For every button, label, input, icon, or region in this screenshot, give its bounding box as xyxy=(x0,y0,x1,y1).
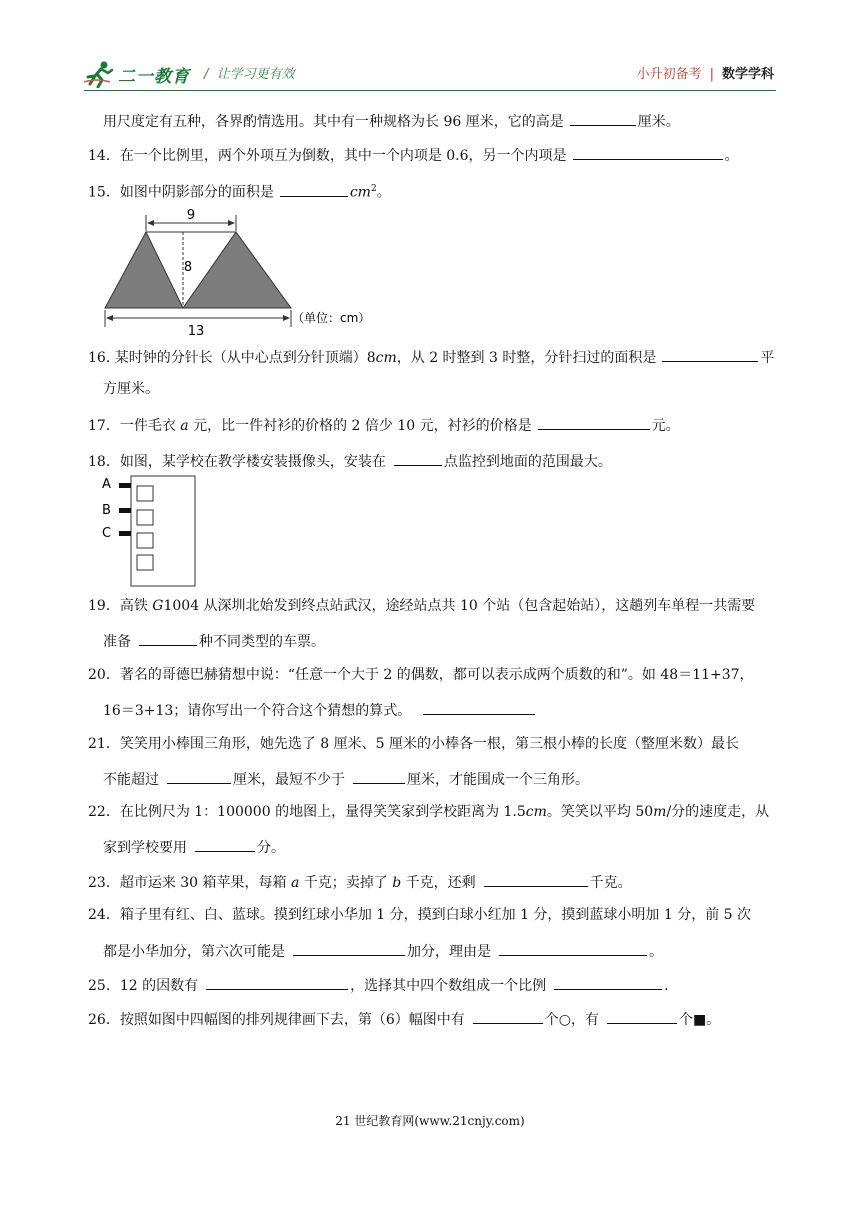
q15-unit: cm xyxy=(349,184,371,201)
question-16 xyxy=(88,347,774,367)
q16-text-b: ，从 2 时整到 3 时整，分针扫过的面积是 xyxy=(396,350,657,366)
q25-blank-factors[interactable] xyxy=(206,975,348,990)
slogan-text: 让学习更有效 xyxy=(216,67,295,82)
question-22 xyxy=(88,803,769,821)
q26-text-b: 个○，有 xyxy=(544,1012,599,1028)
q17-text-c: 元。 xyxy=(651,418,680,434)
q19-text-a: 19．高铁 xyxy=(88,598,148,614)
q19-g: G xyxy=(152,598,164,614)
q23-text-b: 千克；卖掉了 xyxy=(303,875,388,891)
q15-text: 15．如图中阴影部分的面积是 xyxy=(88,184,274,201)
q20-text-a: 20．著名的哥德巴赫猜想中说：“任意一个大于 2 的偶数，都可以表示成两个质数的和”。如 48＝11+37， xyxy=(88,667,754,683)
q19-text-c: 准备 xyxy=(103,634,131,650)
logo-text: 二一教育 xyxy=(118,66,190,87)
logo xyxy=(84,58,190,90)
bottom-arrow-right xyxy=(283,315,290,321)
header-right xyxy=(637,63,774,82)
q14-blank[interactable] xyxy=(573,145,723,160)
q26-blank-squares[interactable] xyxy=(607,1009,677,1024)
q23-text-c: 千克，还剩 xyxy=(405,875,476,891)
q15-end: 。 xyxy=(376,184,391,201)
header-rule xyxy=(84,90,776,91)
question-23 xyxy=(88,872,632,892)
question-24-cont xyxy=(103,941,663,961)
question-18 xyxy=(88,451,612,471)
right-shaded-triangle xyxy=(183,232,291,308)
runner-logo-icon xyxy=(84,60,114,88)
window-2 xyxy=(137,510,153,525)
label-a: A xyxy=(102,477,111,492)
q18-text-a: 18．如图，某学校在教学楼安装摄像头，安装在 xyxy=(88,454,386,470)
q16-blank[interactable] xyxy=(662,347,758,362)
figure-15 xyxy=(96,205,396,340)
question-22-cont xyxy=(103,837,285,857)
question-21 xyxy=(88,735,739,753)
q20-blank[interactable] xyxy=(423,700,535,715)
q22-m: m xyxy=(653,804,667,820)
camera-a-icon xyxy=(119,483,131,488)
q22-text-d: 家到学校要用 xyxy=(103,840,187,856)
top-arrow-right xyxy=(228,220,235,226)
q23-text-d: 千克。 xyxy=(589,875,632,891)
q15-sup: 2 xyxy=(370,184,377,194)
q17-text-b: 元，比一件衬衫的价格的 2 倍少 10 元，衬衫的价格是 xyxy=(193,418,532,434)
header-separator: | xyxy=(709,67,714,82)
q13-text: 用尺度定有五种，各界酌情选用。其中有一种规格为长 96 厘米，它的高是 xyxy=(103,114,564,130)
page-footer: 21 世纪教育网(www.21cnjy.com) xyxy=(335,1114,525,1128)
q18-text-b: 点监控到地面的范围最大。 xyxy=(443,454,612,470)
q16-text-d: 方厘米。 xyxy=(103,381,159,397)
window-4 xyxy=(137,555,153,570)
q14-text: 14．在一个比例里，两个外项互为倒数，其中一个内项是 0.6，另一个内项是 xyxy=(88,148,567,164)
q21-blank-max[interactable] xyxy=(167,769,231,784)
q25-blank-proportion[interactable] xyxy=(554,975,662,990)
q19-blank[interactable] xyxy=(139,631,197,646)
question-25 xyxy=(88,975,669,995)
question-19 xyxy=(88,597,755,615)
label-height-8: 8 xyxy=(183,260,193,275)
question-16-cont xyxy=(103,380,159,398)
q21-text-b: 不能超过 xyxy=(103,772,159,788)
q26-text-c: 个■。 xyxy=(678,1012,721,1028)
question-19-cont xyxy=(103,631,325,651)
q24-blank-who[interactable] xyxy=(293,941,405,956)
exam-label: 小升初备考 xyxy=(636,67,702,82)
q24-blank-reason[interactable] xyxy=(499,941,647,956)
q23-text-a: 23．超市运来 30 箱苹果，每箱 xyxy=(88,875,287,891)
unit-label: （单位：cm） xyxy=(292,311,371,325)
q26-text-a: 26．按照如图中四幅图的排列规律画下去，第（6）幅图中有 xyxy=(88,1012,465,1028)
q23-var-b: b xyxy=(392,875,402,891)
label-top-9: 9 xyxy=(186,208,196,223)
q23-blank[interactable] xyxy=(484,872,588,887)
q24-text-b: 都是小华加分，第六次可能是 xyxy=(103,944,285,960)
camera-c-icon xyxy=(119,531,131,536)
q25-text-a: 25．12 的因数有 xyxy=(88,978,199,994)
q23-var-a: a xyxy=(290,875,300,891)
q13-continuation xyxy=(103,111,680,131)
subject-label: 数学学科 xyxy=(721,67,774,82)
q22-text-c: /分的速度走，从 xyxy=(666,804,770,820)
q19-text-d: 种不同类型的车票。 xyxy=(199,634,325,650)
question-21-cont xyxy=(103,769,589,789)
question-20-cont xyxy=(103,700,537,720)
q17-text-a: 17．一件毛衣 xyxy=(88,418,176,434)
figure-18 xyxy=(96,472,206,590)
q26-blank-circles[interactable] xyxy=(473,1009,543,1024)
q21-blank-min[interactable] xyxy=(353,769,405,784)
q20-text-b: 16＝3+13；请你写出一个符合这个猜想的算式。 xyxy=(103,703,412,719)
camera-b-icon xyxy=(119,508,131,513)
question-15 xyxy=(88,180,391,202)
question-20 xyxy=(88,666,754,684)
top-arrow-left xyxy=(147,220,154,226)
q16-cm: cm xyxy=(375,350,397,366)
q22-cm: cm xyxy=(525,804,547,820)
q16-text-c: 平 xyxy=(760,350,775,366)
label-c: C xyxy=(102,526,112,541)
window-1 xyxy=(137,486,153,501)
q24-text-a: 24．箱子里有红、白、蓝球。摸到红球小华加 1 分，摸到白球小红加 1 分，摸到蓝球小明加 1 分，前 5 次 xyxy=(88,907,752,923)
page-header xyxy=(0,0,860,100)
q21-text-c: 厘米，最短不少于 xyxy=(233,772,345,788)
q18-blank[interactable] xyxy=(394,451,442,466)
question-24 xyxy=(88,906,751,924)
question-14 xyxy=(88,145,739,165)
bottom-arrow-left xyxy=(106,315,113,321)
q19-text-b: 1004 从深圳北始发到终点站武汉，途经站点共 10 个站（包含起始站），这趟列车单程一共需要 xyxy=(163,598,756,614)
q17-var: a xyxy=(180,418,189,434)
label-bottom-13: 13 xyxy=(187,324,205,339)
q21-text-d: 厘米，才能围成一个三角形。 xyxy=(407,772,589,788)
question-17 xyxy=(88,415,680,435)
slogan: / 让学习更有效 xyxy=(204,67,295,82)
q22-blank[interactable] xyxy=(195,837,255,852)
q13-blank[interactable] xyxy=(570,111,636,126)
q15-blank[interactable] xyxy=(280,182,348,197)
q22-text-a: 22．在比例尺为 1：100000 的地图上，量得笑笑家到学校距离为 1.5 xyxy=(88,804,526,820)
q22-text-e: 分。 xyxy=(257,840,285,856)
q25-text-c: . xyxy=(664,978,669,994)
q14-end: 。 xyxy=(724,148,739,164)
q25-text-b: ，选择其中四个数组成一个比例 xyxy=(350,978,547,994)
q13-unit: 厘米。 xyxy=(637,114,680,130)
q17-blank[interactable] xyxy=(538,415,650,430)
window-3 xyxy=(137,533,153,548)
q24-text-c: 加分，理由是 xyxy=(407,944,491,960)
q22-text-b: 。笑笑以平均 50 xyxy=(546,804,654,820)
question-26 xyxy=(88,1009,720,1029)
left-shaded-triangle xyxy=(105,232,183,308)
q16-text-a: 16. 某时钟的分针长（从中心点到分针顶端）8 xyxy=(88,350,376,366)
q21-text-a: 21．笑笑用小棒围三角形，她先选了 8 厘米、5 厘米的小棒各一根，第三根小棒的长度（整厘米数）最长 xyxy=(88,736,739,752)
q24-text-d: 。 xyxy=(649,944,663,960)
label-b: B xyxy=(102,503,111,518)
